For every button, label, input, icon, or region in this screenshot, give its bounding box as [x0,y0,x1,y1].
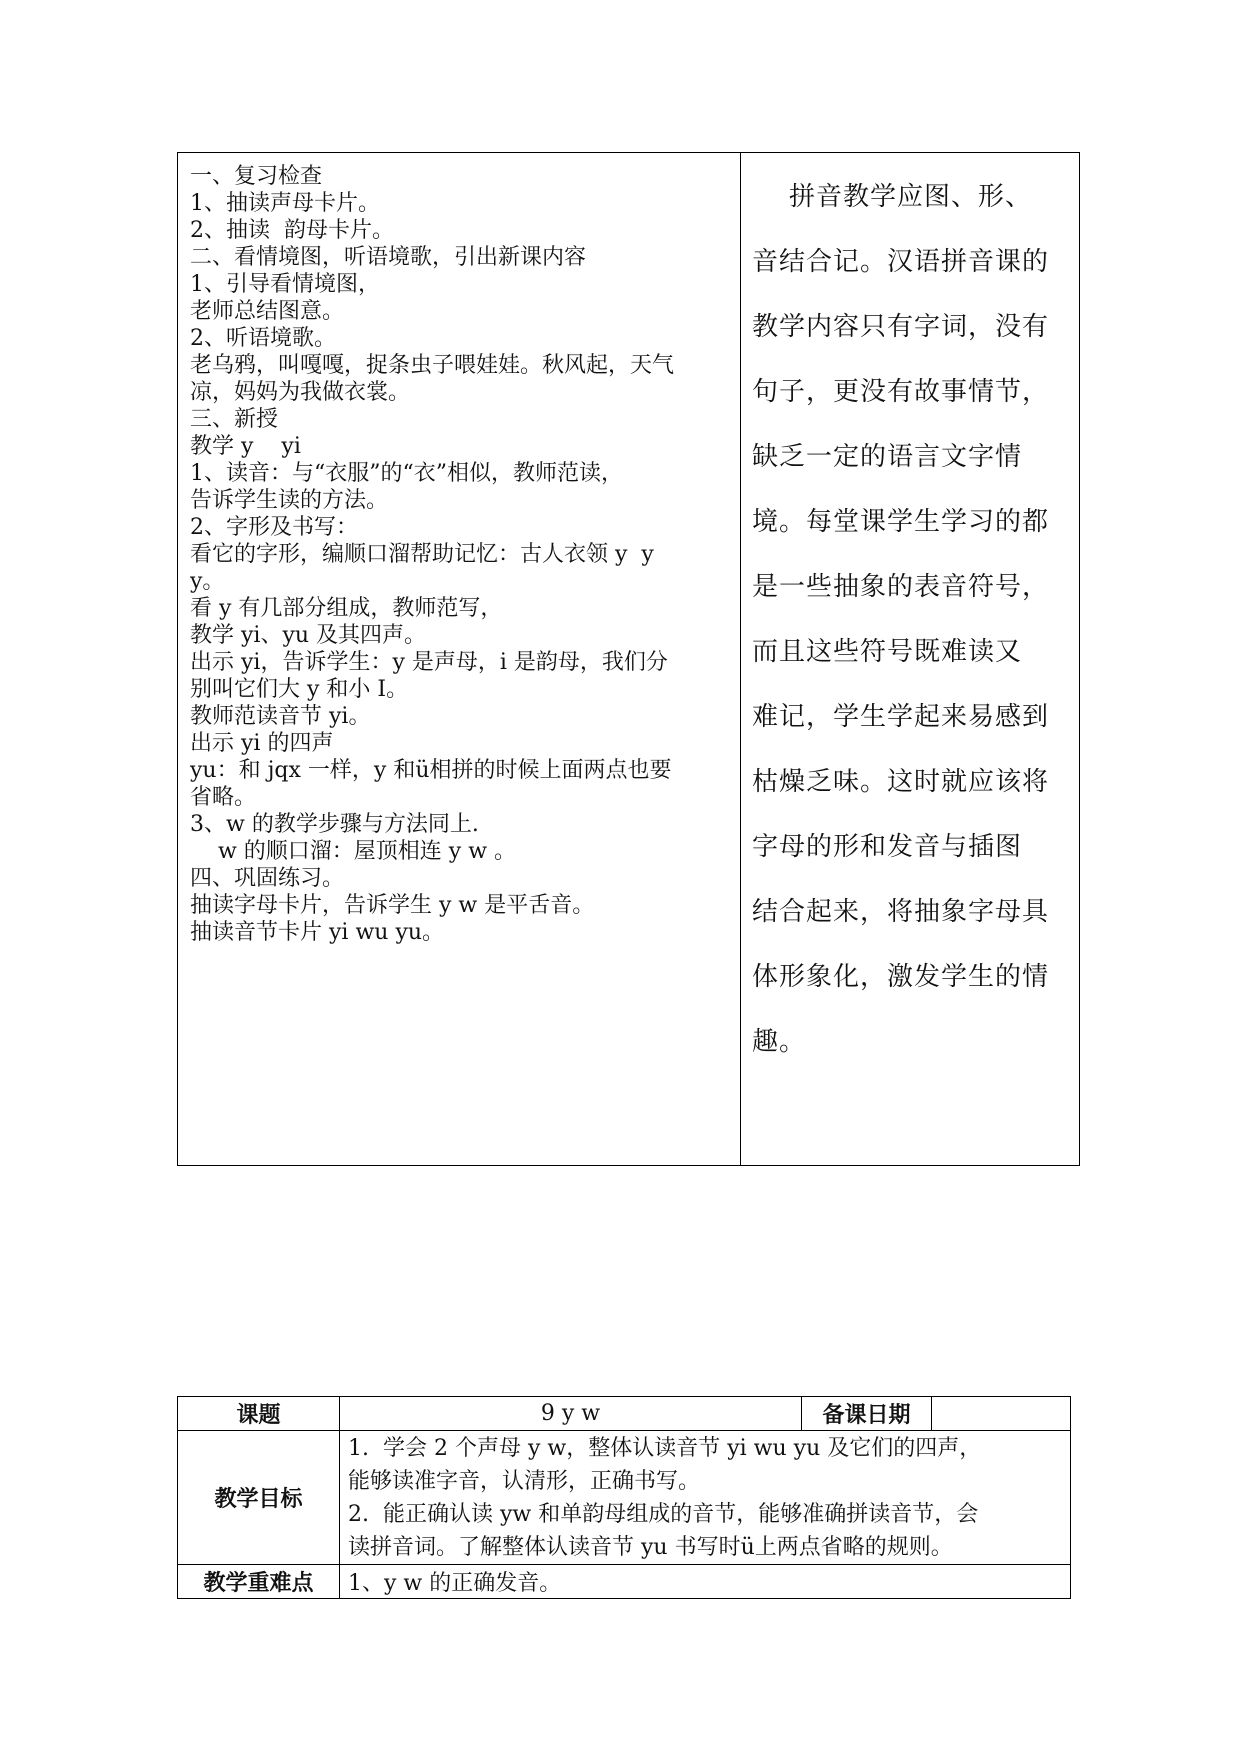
topic-label: 课题 [178,1397,340,1431]
process-line: 凉，妈妈为我做衣裳。 [190,380,411,405]
process-line: 1、引导看情境图， [190,272,380,297]
column-divider [740,153,741,1165]
reflection-line: 教学内容只有字词，没有 [752,312,1050,342]
process-line: 出示 yi，告诉学生：y 是声母，i 是韵母，我们分 [190,650,668,675]
topic-value: 9 y w [340,1397,802,1431]
teaching-reflection-cell [752,165,1070,1075]
process-line: 教学 yi、yu 及其四声。 [190,623,427,648]
process-line: 一、复习检查 [190,164,323,189]
reflection-line: 音结合记。汉语拼音课的 [752,247,1050,277]
process-line: 3、w 的教学步骤与方法同上. [190,812,479,837]
process-line: 老师总结图意。 [190,299,345,324]
process-line: 省略。 [190,785,257,810]
objective-line: 1. 学会 2 个声母 y w，整体认读音节 yi wu yu 及它们的四声， [348,1435,982,1461]
process-line: 2、抽读 韵母卡片。 [190,218,394,243]
process-line: 老乌鸦，叫嘎嘎，捉条虫子喂娃娃。秋风起，天气 [190,353,675,378]
objectives-cell [340,1431,1071,1565]
reflection-line: 拼音教学应图、形、 [752,182,1033,212]
process-line: 2、字形及书写： [190,515,358,540]
reflection-line: 境。每堂课学生学习的都 [752,507,1050,537]
process-line: 告诉学生读的方法。 [190,488,389,513]
lesson-plan-table [177,1396,1071,1599]
process-line: w 的顺口溜：屋顶相连 y w 。 [190,839,517,864]
process-line: 1、读音：与“衣服”的“衣”相似，教师范读， [190,461,623,486]
objectives-label: 教学目标 [178,1431,340,1565]
objective-line: 2. 能正确认读 yw 和单韵母组成的音节，能够准确拼读音节，会 [348,1501,979,1527]
process-line: 1、抽读声母卡片。 [190,191,380,216]
process-line: 抽读音节卡片 yi wu yu。 [190,920,445,945]
reflection-line: 趣。 [752,1027,807,1057]
reflection-line: 而且这些符号既难读又 [752,637,1023,667]
reflection-line: 字母的形和发音与插图 [752,832,1023,862]
topic-row [178,1397,1071,1431]
prep-date-value [932,1397,1071,1431]
reflection-line: 难记，学生学起来易感到 [752,702,1050,732]
process-line: 四、巩固练习。 [190,866,345,891]
process-line: 看它的字形，编顺口溜帮助记忆：古人衣领 y y [190,542,654,567]
reflection-line: 枯燥乏味。这时就应该将 [752,767,1050,797]
process-line: 2、听语境歌。 [190,326,336,351]
process-line: 二、看情境图，听语境歌，引出新课内容 [190,245,587,270]
lesson-process-table [177,152,1080,1166]
key-points-row [178,1565,1071,1599]
objective-line: 读拼音词。了解整体认读音节 yu 书写时ü上两点省略的规则。 [348,1534,953,1560]
objectives-row [178,1431,1071,1565]
reflection-line: 体形象化，激发学生的情 [752,962,1050,992]
process-line: 教学 y yi [190,434,301,459]
reflection-line: 缺乏一定的语言文字情 [752,442,1023,472]
reflection-line: 结合起来，将抽象字母具 [752,897,1050,927]
key-points-value: 1、y w 的正确发音。 [340,1565,1071,1599]
key-points-label: 教学重难点 [178,1565,340,1599]
process-line: 看 y 有几部分组成，教师范写， [190,596,503,621]
process-line: 三、新授 [190,407,279,432]
reflection-line: 是一些抽象的表音符号， [752,572,1050,602]
prep-date-label: 备课日期 [802,1397,932,1431]
process-line: 教师范读音节 yi。 [190,704,371,729]
process-line: yu：和 jqx 一样，y 和ü相拼的时候上面两点也要 [190,758,672,783]
process-line: 出示 yi 的四声 [190,731,334,756]
objective-line: 能够读准字音，认清形，正确书写。 [348,1468,701,1494]
teaching-process-cell [190,163,735,946]
reflection-line: 句子，更没有故事情节， [752,377,1050,407]
process-line: 别叫它们大 y 和小 I。 [190,677,409,702]
process-line: y。 [190,569,225,594]
process-line: 抽读字母卡片，告诉学生 y w 是平舌音。 [190,893,595,918]
